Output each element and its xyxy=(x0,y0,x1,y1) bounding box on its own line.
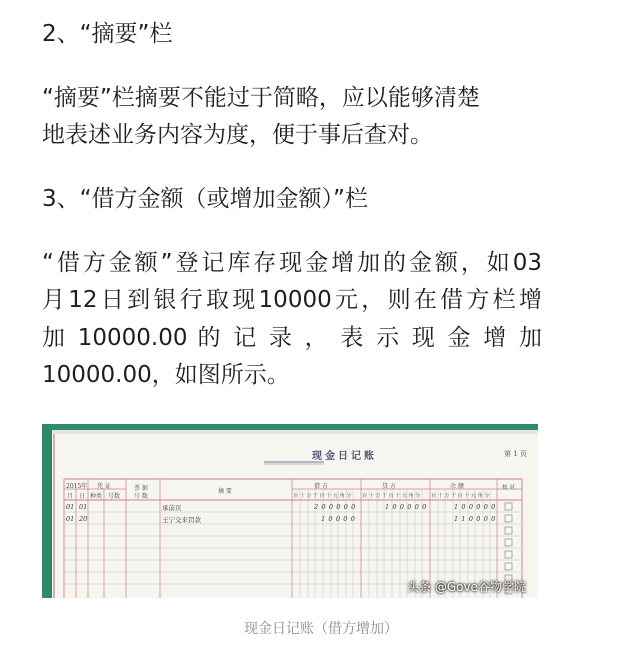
figure-caption: 现金日记账（借方增加） xyxy=(244,621,398,637)
section3-line-2: 月12日到银行取现10000元，则在借方栏增 xyxy=(42,287,542,313)
header-kind: 种类 xyxy=(90,493,103,500)
debit-units: 百十万千百十元角分 xyxy=(293,493,353,499)
row2-balance: 110000 xyxy=(454,515,499,523)
watermark: 头条 @Gove谷物学院 xyxy=(407,580,526,594)
section3-line-3: 加 10000.00 的 记 录 ， 表 示 现 金 增 加 xyxy=(42,325,542,351)
header-ticket-no: 号 数 xyxy=(134,493,148,500)
row1-balance: 100000 xyxy=(454,503,499,511)
row2-month: 01 xyxy=(66,515,75,523)
ledger-title: 现金日记账 xyxy=(312,451,377,462)
section3-line-1: “借方金额”登记库存现金增加的金额，如03 xyxy=(42,250,542,276)
row2-summary: 王宁交来罚款 xyxy=(162,516,201,524)
ledger-image xyxy=(42,424,538,598)
header-ticket: 票 据 xyxy=(134,485,148,492)
ledger-page-number: 第 1 页 xyxy=(504,450,527,458)
header-year: 2015年 xyxy=(66,483,88,490)
credit-units: 百十万千百十元角分 xyxy=(362,493,422,499)
header-month: 月 xyxy=(67,493,74,500)
row2-day: 20 xyxy=(79,515,88,523)
header-summary: 摘 要 xyxy=(218,488,232,495)
header-debit: 借 方 xyxy=(314,483,328,490)
header-balance: 余 额 xyxy=(450,483,464,490)
row1-month: 01 xyxy=(66,503,75,511)
header-day: 日 xyxy=(79,493,86,500)
section2-line-2: 地表述业务内容为度，便于事后查对。 xyxy=(42,122,433,148)
section3-line-4: 10000.00，如图所示。 xyxy=(42,362,290,388)
header-number: 号数 xyxy=(108,493,121,500)
row1-day: 01 xyxy=(79,503,88,511)
row1-debit: 200000 xyxy=(314,503,359,511)
section3-heading: 3、“借方金额（或增加金额）”栏 xyxy=(42,186,368,212)
section2-heading: 2、“摘要”栏 xyxy=(42,21,173,47)
header-voucher: 凭 证 xyxy=(97,483,111,490)
row1-summary: 承前页 xyxy=(162,504,182,512)
row1-credit: 100000 xyxy=(385,503,430,511)
header-credit: 贷 方 xyxy=(382,483,396,490)
section2-line-1: “摘要”栏摘要不能过于简略，应以能够清楚 xyxy=(42,85,480,111)
ledger-grid xyxy=(42,424,538,598)
header-check: 核 对 xyxy=(502,485,515,491)
row2-debit: 10000 xyxy=(321,515,359,523)
balance-units: 百十万千百十元角分 xyxy=(431,493,491,499)
